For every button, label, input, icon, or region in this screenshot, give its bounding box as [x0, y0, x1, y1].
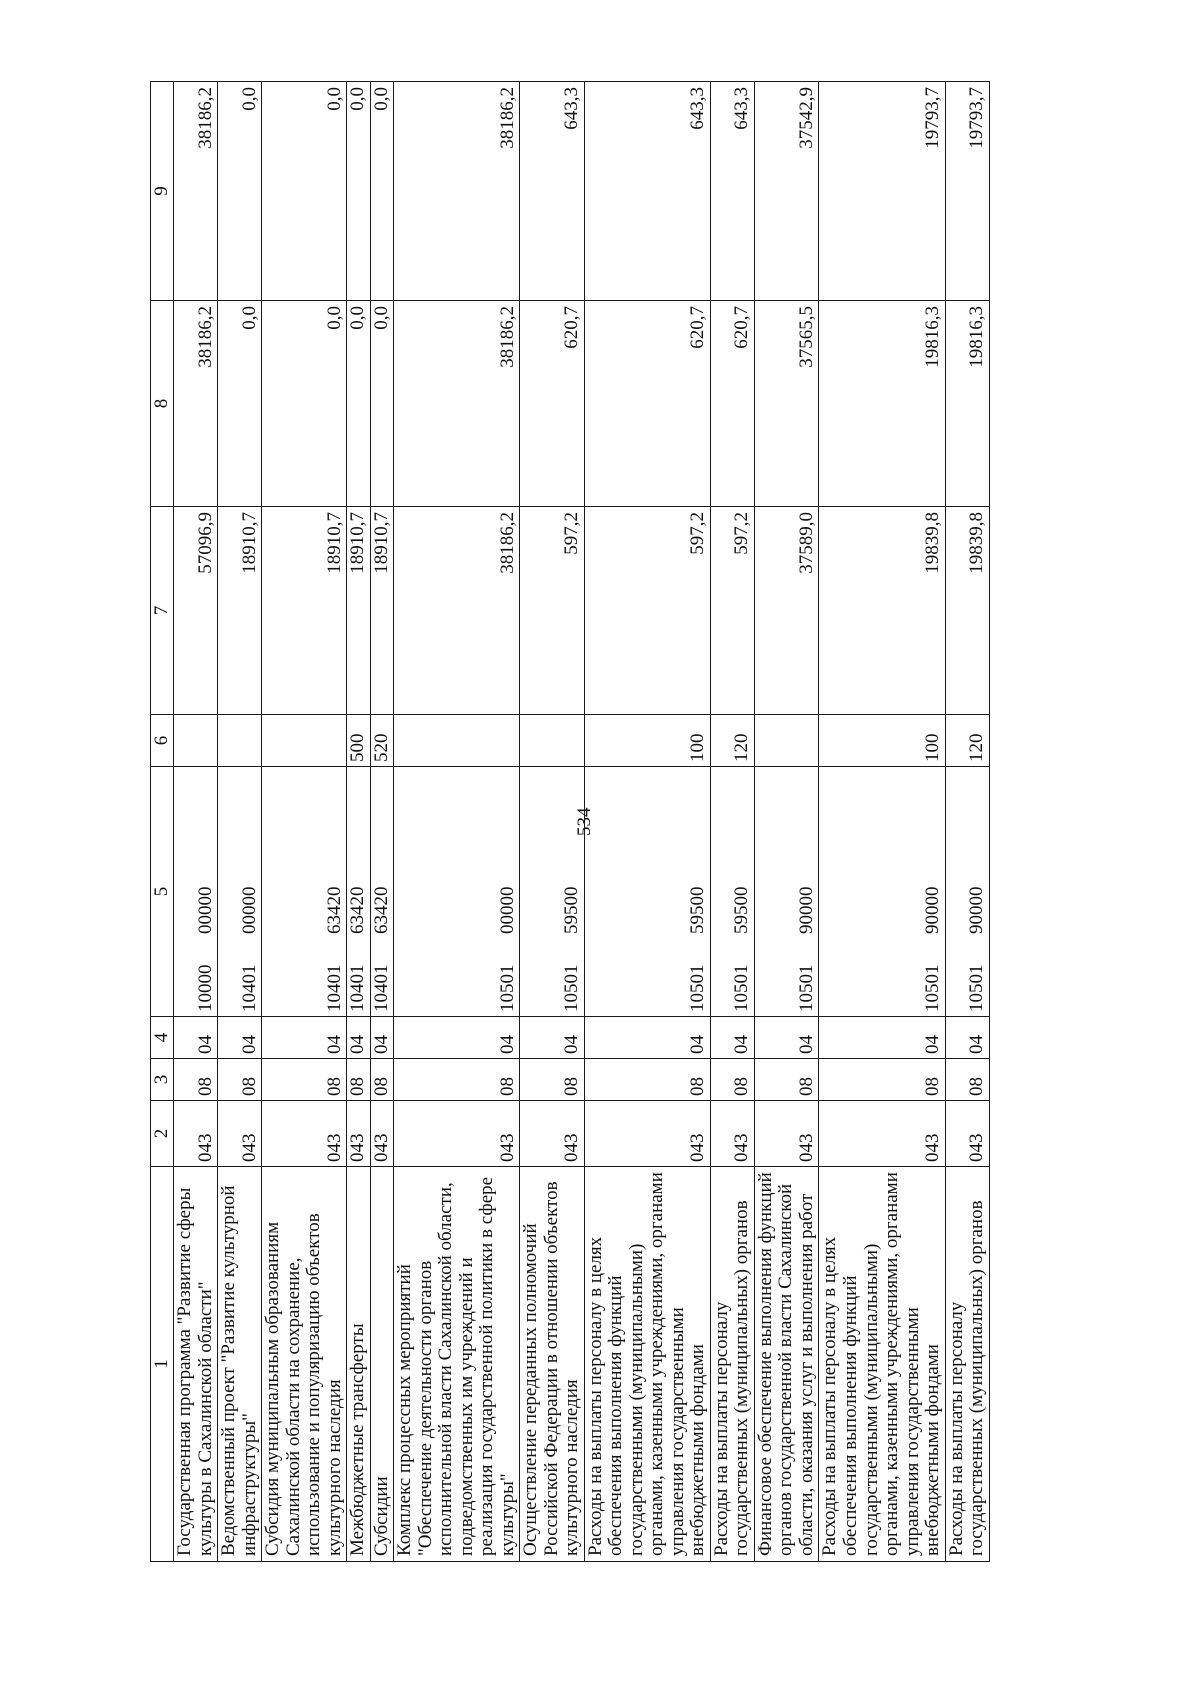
amount-col-8: 19816,3	[819, 301, 945, 507]
header-row	[151, 82, 174, 1562]
column-header-7: 7	[151, 507, 174, 715]
section-code: 08	[710, 1059, 754, 1101]
subsection-code: 04	[394, 1017, 520, 1059]
column-header-8: 8	[151, 301, 174, 507]
expense-type-code	[218, 715, 262, 767]
target-article-code	[520, 767, 585, 1017]
amount-col-9: 37542,9	[754, 82, 819, 301]
row-name: Государственная программа "Развитие сферы культуры в Сахалинской области"	[174, 1167, 218, 1562]
subsection-code: 04	[347, 1017, 371, 1059]
amount-col-7: 19839,8	[945, 507, 989, 715]
table-row	[347, 82, 371, 1562]
expense-type-code	[754, 715, 819, 767]
target-article-code	[710, 767, 754, 1017]
target-article-code	[819, 767, 945, 1017]
column-header-2: 2	[151, 1101, 174, 1167]
expense-type-code: 100	[584, 715, 710, 767]
ministry-code: 043	[819, 1101, 945, 1167]
target-article-code	[945, 767, 989, 1017]
expense-type-code: 120	[710, 715, 754, 767]
program-code: 10501	[731, 964, 753, 1012]
expense-type-code	[174, 715, 218, 767]
amount-col-9: 0,0	[347, 82, 371, 301]
ministry-code: 043	[584, 1101, 710, 1167]
column-header-9: 9	[151, 82, 174, 301]
section-code: 08	[945, 1059, 989, 1101]
budget-table	[150, 81, 990, 1562]
direction-code: 59500	[561, 886, 583, 934]
direction-code: 63420	[347, 886, 369, 934]
target-article-code	[754, 767, 819, 1017]
amount-col-9: 643,3	[520, 82, 585, 301]
row-name: Субсидия муниципальным образованиям Сахалинской области на сохранение, использование и популяризацию объектов культурного наследия	[262, 1167, 347, 1562]
subsection-code: 04	[819, 1017, 945, 1059]
expense-type-code: 120	[945, 715, 989, 767]
row-name: Комплекс процессных мероприятий "Обеспечение деятельности органов исполнительной власти Сахалинской области, подведомственных им учреждений и реализация государственной политики в сфере культуры"	[394, 1167, 520, 1562]
table-row	[394, 82, 520, 1562]
direction-code: 63420	[370, 886, 392, 934]
ministry-code: 043	[710, 1101, 754, 1167]
amount-col-8: 19816,3	[945, 301, 989, 507]
program-code: 10501	[966, 964, 988, 1012]
amount-col-7: 19839,8	[819, 507, 945, 715]
ministry-code: 043	[262, 1101, 347, 1167]
row-name: Осуществление переданных полномочий Российской Федерации в отношении объектов культурного наследия	[520, 1167, 585, 1562]
target-article-code	[174, 767, 218, 1017]
target-article-code	[394, 767, 520, 1017]
table-body	[174, 82, 990, 1562]
expense-type-code: 520	[370, 715, 394, 767]
subsection-code: 04	[945, 1017, 989, 1059]
program-code: 10501	[496, 964, 518, 1012]
amount-col-7: 18910,7	[262, 507, 347, 715]
amount-col-7: 18910,7	[347, 507, 371, 715]
amount-col-8: 620,7	[710, 301, 754, 507]
row-name: Расходы на выплаты персоналу государственных (муниципальных) органов	[710, 1167, 754, 1562]
ministry-code: 043	[174, 1101, 218, 1167]
ministry-code: 043	[394, 1101, 520, 1167]
direction-code: 59500	[731, 886, 753, 934]
table-row	[945, 82, 989, 1562]
expense-type-code	[394, 715, 520, 767]
row-name: Финансовое обеспечение выполнения функций органов государственной власти Сахалинской области, оказания услуг и выполнения работ	[754, 1167, 819, 1562]
amount-col-8: 620,7	[584, 301, 710, 507]
section-code: 08	[370, 1059, 394, 1101]
program-code: 10401	[238, 964, 260, 1012]
amount-col-9: 0,0	[262, 82, 347, 301]
expense-type-code: 500	[347, 715, 371, 767]
subsection-code: 04	[710, 1017, 754, 1059]
column-header-3: 3	[151, 1059, 174, 1101]
direction-code: 90000	[966, 886, 988, 934]
table-row	[218, 82, 262, 1562]
section-code: 08	[347, 1059, 371, 1101]
target-article-code	[584, 767, 710, 1017]
table-row	[710, 82, 754, 1562]
target-article-code	[347, 767, 371, 1017]
program-code: 10501	[795, 964, 817, 1012]
amount-col-7: 57096,9	[174, 507, 218, 715]
budget-table-sheet	[150, 82, 990, 1562]
subsection-code: 04	[218, 1017, 262, 1059]
amount-col-8: 0,0	[218, 301, 262, 507]
amount-col-8: 0,0	[262, 301, 347, 507]
amount-col-7: 597,2	[520, 507, 585, 715]
page-number: 534	[574, 807, 595, 836]
section-code: 08	[262, 1059, 347, 1101]
amount-col-7: 38186,2	[394, 507, 520, 715]
amount-col-8: 38186,2	[174, 301, 218, 507]
ministry-code: 043	[520, 1101, 585, 1167]
amount-col-9: 38186,2	[174, 82, 218, 301]
ministry-code: 043	[754, 1101, 819, 1167]
row-name: Ведомственный проект "Развитие культурной инфраструктуры"	[218, 1167, 262, 1562]
amount-col-9: 0,0	[218, 82, 262, 301]
program-code: 10501	[922, 964, 944, 1012]
expense-type-code	[520, 715, 585, 767]
table-row	[584, 82, 710, 1562]
direction-code: 90000	[795, 886, 817, 934]
amount-col-7: 37589,0	[754, 507, 819, 715]
subsection-code: 04	[584, 1017, 710, 1059]
amount-col-7: 597,2	[710, 507, 754, 715]
column-header-4: 4	[151, 1017, 174, 1059]
section-code: 08	[218, 1059, 262, 1101]
amount-col-7: 18910,7	[370, 507, 394, 715]
program-code: 10401	[370, 964, 392, 1012]
ministry-code: 043	[218, 1101, 262, 1167]
amount-col-8: 37565,5	[754, 301, 819, 507]
amount-col-8: 620,7	[520, 301, 585, 507]
amount-col-9: 19793,7	[945, 82, 989, 301]
section-code: 08	[394, 1059, 520, 1101]
subsection-code: 04	[754, 1017, 819, 1059]
column-header-1: 1	[151, 1167, 174, 1562]
section-code: 08	[520, 1059, 585, 1101]
target-article-code	[262, 767, 347, 1017]
direction-code: 00000	[194, 886, 216, 934]
subsection-code: 04	[520, 1017, 585, 1059]
row-name: Расходы на выплаты персоналу государственных (муниципальных) органов	[945, 1167, 989, 1562]
section-code: 08	[174, 1059, 218, 1101]
ministry-code: 043	[347, 1101, 371, 1167]
program-code: 10501	[687, 964, 709, 1012]
table-row	[370, 82, 394, 1562]
amount-col-9: 19793,7	[819, 82, 945, 301]
column-header-6: 6	[151, 715, 174, 767]
amount-col-7: 18910,7	[218, 507, 262, 715]
section-code: 08	[754, 1059, 819, 1101]
program-code: 10000	[194, 964, 216, 1012]
target-article-code	[218, 767, 262, 1017]
amount-col-7: 597,2	[584, 507, 710, 715]
amount-col-8: 0,0	[370, 301, 394, 507]
ministry-code: 043	[945, 1101, 989, 1167]
ministry-code: 043	[370, 1101, 394, 1167]
amount-col-9: 0,0	[370, 82, 394, 301]
subsection-code: 04	[262, 1017, 347, 1059]
program-code: 10401	[323, 964, 345, 1012]
amount-col-8: 0,0	[347, 301, 371, 507]
program-code: 10501	[561, 964, 583, 1012]
direction-code: 90000	[922, 886, 944, 934]
amount-col-8: 38186,2	[394, 301, 520, 507]
table-row	[262, 82, 347, 1562]
table-row	[819, 82, 945, 1562]
row-name: Субсидии	[370, 1167, 394, 1562]
amount-col-9: 38186,2	[394, 82, 520, 301]
row-name: Межбюджетные трансферты	[347, 1167, 371, 1562]
table-row	[174, 82, 218, 1562]
section-code: 08	[819, 1059, 945, 1101]
amount-col-9: 643,3	[584, 82, 710, 301]
column-header-5: 5	[151, 767, 174, 1017]
expense-type-code: 100	[819, 715, 945, 767]
table-row	[754, 82, 819, 1562]
target-article-code	[370, 767, 394, 1017]
subsection-code: 04	[174, 1017, 218, 1059]
section-code: 08	[584, 1059, 710, 1101]
direction-code: 63420	[323, 886, 345, 934]
direction-code: 59500	[687, 886, 709, 934]
direction-code: 00000	[496, 886, 518, 934]
amount-col-9: 643,3	[710, 82, 754, 301]
table-row	[520, 82, 585, 1562]
expense-type-code	[262, 715, 347, 767]
row-name: Расходы на выплаты персоналу в целях обеспечения выполнения функций государственными (муниципальными) органами, казенными учреждениями, органами управления государственными внебюджетными фондами	[819, 1167, 945, 1562]
program-code: 10401	[347, 964, 369, 1012]
direction-code: 00000	[238, 886, 260, 934]
row-name: Расходы на выплаты персоналу в целях обеспечения выполнения функций государственными (муниципальными) органами, казенными учреждениями, органами управления государственными внебюджетными фондами	[584, 1167, 710, 1562]
subsection-code: 04	[370, 1017, 394, 1059]
